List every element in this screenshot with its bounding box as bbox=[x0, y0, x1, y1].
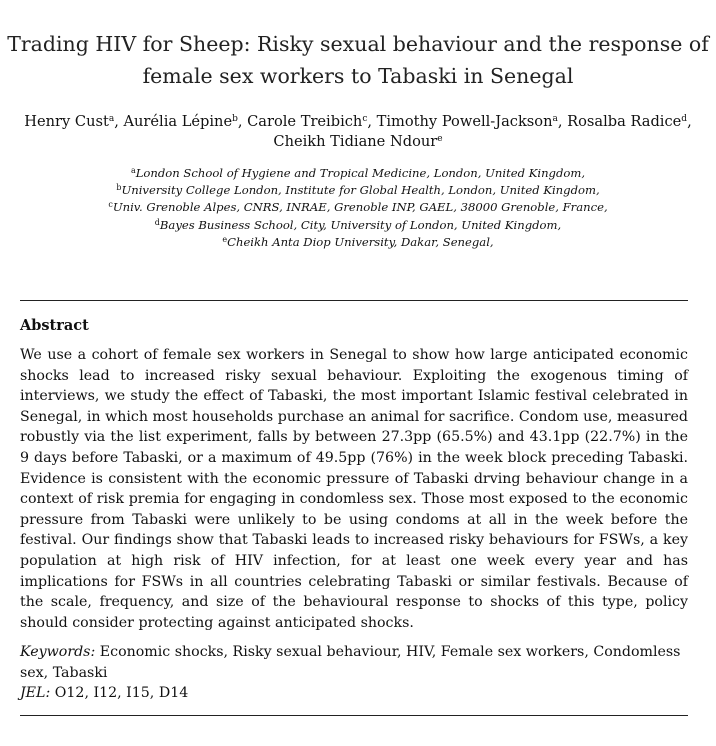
author-2: Aurélia Lépine$^b$, bbox=[123, 113, 248, 130]
author-1: Henry Cust$^a$, bbox=[24, 113, 124, 130]
author-5: Rosalba Radice$^d$, bbox=[567, 113, 692, 130]
affiliation-b: $^b$University College London, Institute for Global Health, London, United Kingdom, bbox=[116, 183, 600, 198]
jel-label: JEL: bbox=[20, 685, 51, 702]
affiliation-e: $^e$Cheikh Anta Diop University, Dakar, Senegal, bbox=[222, 234, 494, 249]
keywords-value: Economic shocks, Risky sexual behaviour, HIV, Female sex workers, Condomless sex, Tabaski bbox=[20, 644, 681, 681]
affiliation-c: $^c$Univ. Grenoble Alpes, CNRS, INRAE, Grenoble INP, GAEL, 38000 Grenoble, France, bbox=[108, 200, 608, 215]
paper-title: Trading HIV for Sheep: Risky sexual behaviour and the response of female sex workers to Tabaski in Senegal bbox=[7, 32, 709, 88]
author-list bbox=[0, 112, 716, 152]
keywords-label: Keywords: bbox=[20, 644, 96, 660]
bottom-rule bbox=[20, 715, 688, 716]
author-3: Carole Treibich$^c$, bbox=[247, 113, 377, 130]
keywords-block bbox=[20, 642, 688, 704]
author-6: Cheikh Tidiane Ndour$^e$ bbox=[273, 133, 443, 150]
abstract-heading: Abstract bbox=[20, 317, 89, 334]
top-rule bbox=[20, 300, 688, 301]
affiliation-a: $^a$London School of Hygiene and Tropical Medicine, London, United Kingdom, bbox=[130, 166, 586, 180]
abstract-text: We use a cohort of female sex workers in Senegal to show how large anticipated economic shocks lead to increased risky sexual behaviour. Exploiting the exogenous timing of interviews, we study the effect of Tabaski, the most important Islamic festival celebrated in Senegal, in which most households purchase an animal for sacrifice. Condom use, measured robustly via the list experiment, falls by between 27.3pp (65.5%) and 43.1pp (22.7%) in the 9 days before Tabaski, or a maximum of 49.5pp (76%) in the week block preceding Tabaski. Evidence is consistent with the economic pressure of Tabaski drving behaviour change in a context of risk premia for engaging in condomless sex. Those most exposed to the economic pressure from Tabaski were unlikely to be using condoms at all in the week before the festival. Our findings show that Tabaski leads to increased risky behaviours for FSWs, a key population at high risk of HIV infection, for at least one week every year and has implications for FSWs in all countries celebrating Tabaski or similar festivals. Because of the scale, frequency, and size of the behavioural response to shocks of this type, policy should consider protecting against anticipated shocks. bbox=[20, 347, 688, 631]
author-4: Timothy Powell-Jackson$^a$, bbox=[376, 113, 568, 130]
jel-value: O12, I12, I15, D14 bbox=[54, 685, 189, 702]
affiliation-list bbox=[0, 165, 716, 251]
affiliation-d: $^d$Bayes Business School, City, University of London, United Kingdom, bbox=[154, 217, 562, 232]
